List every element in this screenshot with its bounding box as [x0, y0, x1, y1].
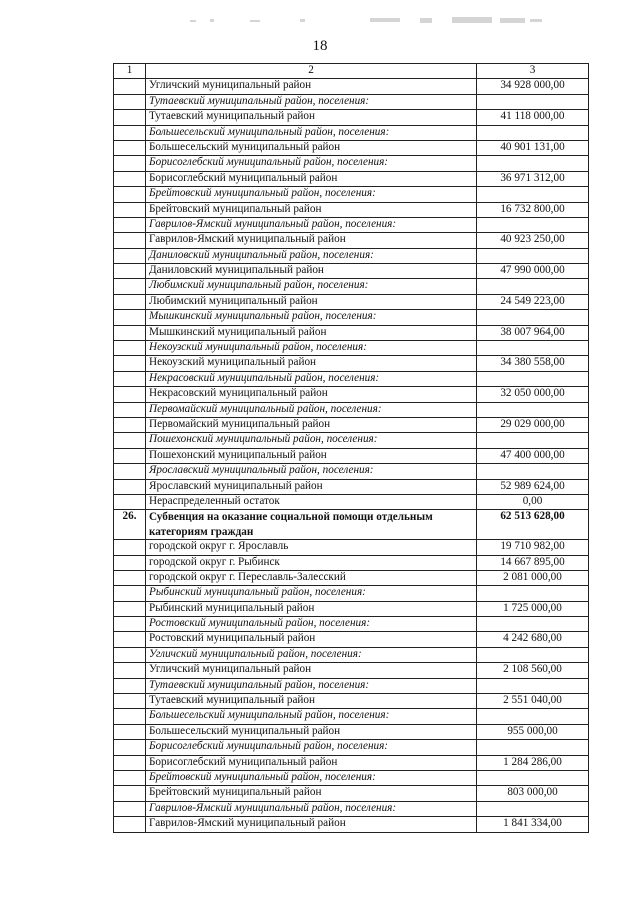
recipient-name: Мышкинский муниципальный район: [146, 325, 477, 340]
recipient-name: Борисоглебский муниципальный район: [146, 171, 477, 186]
recipient-name: Угличский муниципальный район: [146, 663, 477, 678]
table-row: [114, 817, 589, 832]
amount: [477, 187, 589, 202]
row-number: [114, 202, 146, 217]
amount: 34 380 558,00: [477, 356, 589, 371]
amount: 29 029 000,00: [477, 417, 589, 432]
row-number: [114, 217, 146, 232]
recipient-name: Ростовский муниципальный район: [146, 632, 477, 647]
table-row: [114, 371, 589, 386]
row-number: [114, 140, 146, 155]
row-number: [114, 402, 146, 417]
row-number: [114, 187, 146, 202]
recipient-name: городской округ г. Ярославль: [146, 540, 477, 555]
amount: 2 108 560,00: [477, 663, 589, 678]
district-group-label: Тутаевский муниципальный район, поселения:: [146, 678, 477, 693]
amount: 16 732 800,00: [477, 202, 589, 217]
row-number: [114, 279, 146, 294]
table-row: [114, 140, 589, 155]
recipient-name: Тутаевский муниципальный район: [146, 694, 477, 709]
recipient-name: Ярославский муниципальный район: [146, 479, 477, 494]
table-row: [114, 217, 589, 232]
row-number: [114, 464, 146, 479]
district-group-label: Большесельский муниципальный район, поселения:: [146, 125, 477, 140]
row-number: [114, 156, 146, 171]
recipient-name: Гаврилов-Ямский муниципальный район: [146, 817, 477, 832]
district-group-label: Ростовский муниципальный район, поселения:: [146, 617, 477, 632]
row-number: [114, 740, 146, 755]
amount: 4 242 680,00: [477, 632, 589, 647]
recipient-name: Тутаевский муниципальный район: [146, 110, 477, 125]
table-row: [114, 248, 589, 263]
row-number: [114, 617, 146, 632]
table-row: [114, 448, 589, 463]
row-number: [114, 678, 146, 693]
table-row: [114, 94, 589, 109]
table-row: [114, 663, 589, 678]
amount: 36 971 312,00: [477, 171, 589, 186]
row-number: [114, 663, 146, 678]
row-number: [114, 479, 146, 494]
district-group-label: Гаврилов-Ямский муниципальный район, поселения:: [146, 217, 477, 232]
row-number: [114, 94, 146, 109]
table-row: [114, 325, 589, 340]
row-number: [114, 356, 146, 371]
amount: [477, 279, 589, 294]
recipient-name: городской округ г. Переславль-Залесский: [146, 570, 477, 585]
row-number: [114, 341, 146, 356]
amount: [477, 371, 589, 386]
row-number: [114, 325, 146, 340]
table-row: [114, 601, 589, 616]
table-row: [114, 110, 589, 125]
amount: 0,00: [477, 494, 589, 509]
recipient-name: городской округ г. Рыбинск: [146, 555, 477, 570]
amount: 2 081 000,00: [477, 570, 589, 585]
row-number: [114, 310, 146, 325]
amount: 955 000,00: [477, 724, 589, 739]
district-group-label: Ярославский муниципальный район, поселения:: [146, 464, 477, 479]
table-row: [114, 79, 589, 94]
amount: [477, 647, 589, 662]
table-row: [114, 555, 589, 570]
page-number: 18: [312, 38, 328, 54]
table-row: [114, 294, 589, 309]
recipient-name: Любимский муниципальный район: [146, 294, 477, 309]
recipient-name: Большесельский муниципальный район: [146, 140, 477, 155]
district-group-label: Гаврилов-Ямский муниципальный район, поселения:: [146, 801, 477, 816]
table-row: [114, 740, 589, 755]
table-row: [114, 479, 589, 494]
table-row: [114, 570, 589, 585]
table-row: [114, 187, 589, 202]
recipient-name: Некрасовский муниципальный район: [146, 387, 477, 402]
amount: [477, 94, 589, 109]
amount: [477, 433, 589, 448]
recipient-name: Пошехонский муниципальный район: [146, 448, 477, 463]
district-group-label: Пошехонский муниципальный район, поселения:: [146, 433, 477, 448]
amount: [477, 801, 589, 816]
amount: [477, 156, 589, 171]
header-col-3: 3: [477, 64, 589, 79]
table-row: [114, 586, 589, 601]
recipient-name: Первомайский муниципальный район: [146, 417, 477, 432]
table-row: [114, 510, 589, 540]
row-number: [114, 570, 146, 585]
table-row: [114, 279, 589, 294]
district-group-label: Даниловский муниципальный район, поселения:: [146, 248, 477, 263]
table-row: [114, 709, 589, 724]
recipient-name: Брейтовский муниципальный район: [146, 786, 477, 801]
district-group-label: Брейтовский муниципальный район, поселения:: [146, 771, 477, 786]
row-number: [114, 694, 146, 709]
district-group-label: Большесельский муниципальный район, поселения:: [146, 709, 477, 724]
recipient-name: Большесельский муниципальный район: [146, 724, 477, 739]
row-number: [114, 586, 146, 601]
table-row: [114, 433, 589, 448]
header-col-2: 2: [146, 64, 477, 79]
amount: 41 118 000,00: [477, 110, 589, 125]
amount: 803 000,00: [477, 786, 589, 801]
table-row: [114, 632, 589, 647]
amount: 52 989 624,00: [477, 479, 589, 494]
amount: 47 990 000,00: [477, 264, 589, 279]
recipient-name: Нераспределенный остаток: [146, 494, 477, 509]
recipient-name: Рыбинский муниципальный район: [146, 601, 477, 616]
row-number: [114, 371, 146, 386]
row-number: [114, 709, 146, 724]
table-row: [114, 647, 589, 662]
district-group-label: Мышкинский муниципальный район, поселения:: [146, 310, 477, 325]
row-number: [114, 724, 146, 739]
table-row: [114, 233, 589, 248]
table-row: [114, 387, 589, 402]
amount: 2 551 040,00: [477, 694, 589, 709]
table-row: [114, 678, 589, 693]
amount: 1 725 000,00: [477, 601, 589, 616]
amount: [477, 709, 589, 724]
district-group-label: Рыбинский муниципальный район, поселения:: [146, 586, 477, 601]
row-number: [114, 79, 146, 94]
amount: [477, 248, 589, 263]
amount: [477, 402, 589, 417]
header-row: [114, 64, 589, 79]
row-number: [114, 233, 146, 248]
amount: [477, 310, 589, 325]
recipient-name: Брейтовский муниципальный район: [146, 202, 477, 217]
table-row: [114, 356, 589, 371]
amount: [477, 617, 589, 632]
table-row: [114, 341, 589, 356]
amount: 34 928 000,00: [477, 79, 589, 94]
district-group-label: Некрасовский муниципальный район, поселения:: [146, 371, 477, 386]
table-row: [114, 264, 589, 279]
amount: 47 400 000,00: [477, 448, 589, 463]
district-group-label: Брейтовский муниципальный район, поселения:: [146, 187, 477, 202]
row-number: [114, 171, 146, 186]
table-row: [114, 402, 589, 417]
recipient-name: Гаврилов-Ямский муниципальный район: [146, 233, 477, 248]
recipient-name: Некоузский муниципальный район: [146, 356, 477, 371]
amount: [477, 771, 589, 786]
district-group-label: Некоузский муниципальный район, поселения:: [146, 341, 477, 356]
row-number: [114, 125, 146, 140]
amount: 1 841 334,00: [477, 817, 589, 832]
amount: [477, 217, 589, 232]
table-row: [114, 417, 589, 432]
row-number: [114, 294, 146, 309]
table-row: [114, 156, 589, 171]
row-number: [114, 540, 146, 555]
row-number: [114, 801, 146, 816]
table-row: [114, 786, 589, 801]
row-number: [114, 417, 146, 432]
amount: 62 513 628,00: [477, 510, 589, 540]
scan-artifact: [190, 14, 550, 28]
amount: 40 923 250,00: [477, 233, 589, 248]
amount: [477, 586, 589, 601]
district-group-label: Борисоглебский муниципальный район, поселения:: [146, 740, 477, 755]
amount: [477, 464, 589, 479]
table-row: [114, 494, 589, 509]
row-number: [114, 248, 146, 263]
row-number: [114, 647, 146, 662]
row-number: [114, 601, 146, 616]
header-col-1: 1: [114, 64, 146, 79]
table-body: [114, 79, 589, 832]
table-row: [114, 617, 589, 632]
amount: 1 284 286,00: [477, 755, 589, 770]
amount: 24 549 223,00: [477, 294, 589, 309]
amount: 14 667 895,00: [477, 555, 589, 570]
table-row: [114, 125, 589, 140]
amount: 40 901 131,00: [477, 140, 589, 155]
row-number: [114, 448, 146, 463]
table-row: [114, 310, 589, 325]
row-number: [114, 817, 146, 832]
table-row: [114, 464, 589, 479]
row-number: [114, 771, 146, 786]
district-group-label: Угличский муниципальный район, поселения:: [146, 647, 477, 662]
district-group-label: Тутаевский муниципальный район, поселения:: [146, 94, 477, 109]
table-row: [114, 724, 589, 739]
table-row: [114, 171, 589, 186]
amount: [477, 740, 589, 755]
amount: 38 007 964,00: [477, 325, 589, 340]
recipient-name: Угличский муниципальный район: [146, 79, 477, 94]
district-group-label: Борисоглебский муниципальный район, поселения:: [146, 156, 477, 171]
recipient-name: Субвенция на оказание социальной помощи отдельным категориям граждан: [146, 510, 477, 540]
row-number: [114, 555, 146, 570]
amount: [477, 678, 589, 693]
district-group-label: Первомайский муниципальный район, поселения:: [146, 402, 477, 417]
row-number: [114, 755, 146, 770]
row-number: 26.: [114, 510, 146, 540]
row-number: [114, 264, 146, 279]
amount: [477, 341, 589, 356]
row-number: [114, 494, 146, 509]
recipient-name: Даниловский муниципальный район: [146, 264, 477, 279]
table-row: [114, 694, 589, 709]
recipient-name: Борисоглебский муниципальный район: [146, 755, 477, 770]
table-row: [114, 801, 589, 816]
table-row: [114, 202, 589, 217]
row-number: [114, 433, 146, 448]
district-group-label: Любимский муниципальный район, поселения:: [146, 279, 477, 294]
amount: 32 050 000,00: [477, 387, 589, 402]
amount: 19 710 982,00: [477, 540, 589, 555]
amount: [477, 125, 589, 140]
row-number: [114, 786, 146, 801]
table-row: [114, 771, 589, 786]
row-number: [114, 632, 146, 647]
row-number: [114, 387, 146, 402]
allocation-table: [113, 63, 589, 833]
table-row: [114, 755, 589, 770]
row-number: [114, 110, 146, 125]
table-row: [114, 540, 589, 555]
